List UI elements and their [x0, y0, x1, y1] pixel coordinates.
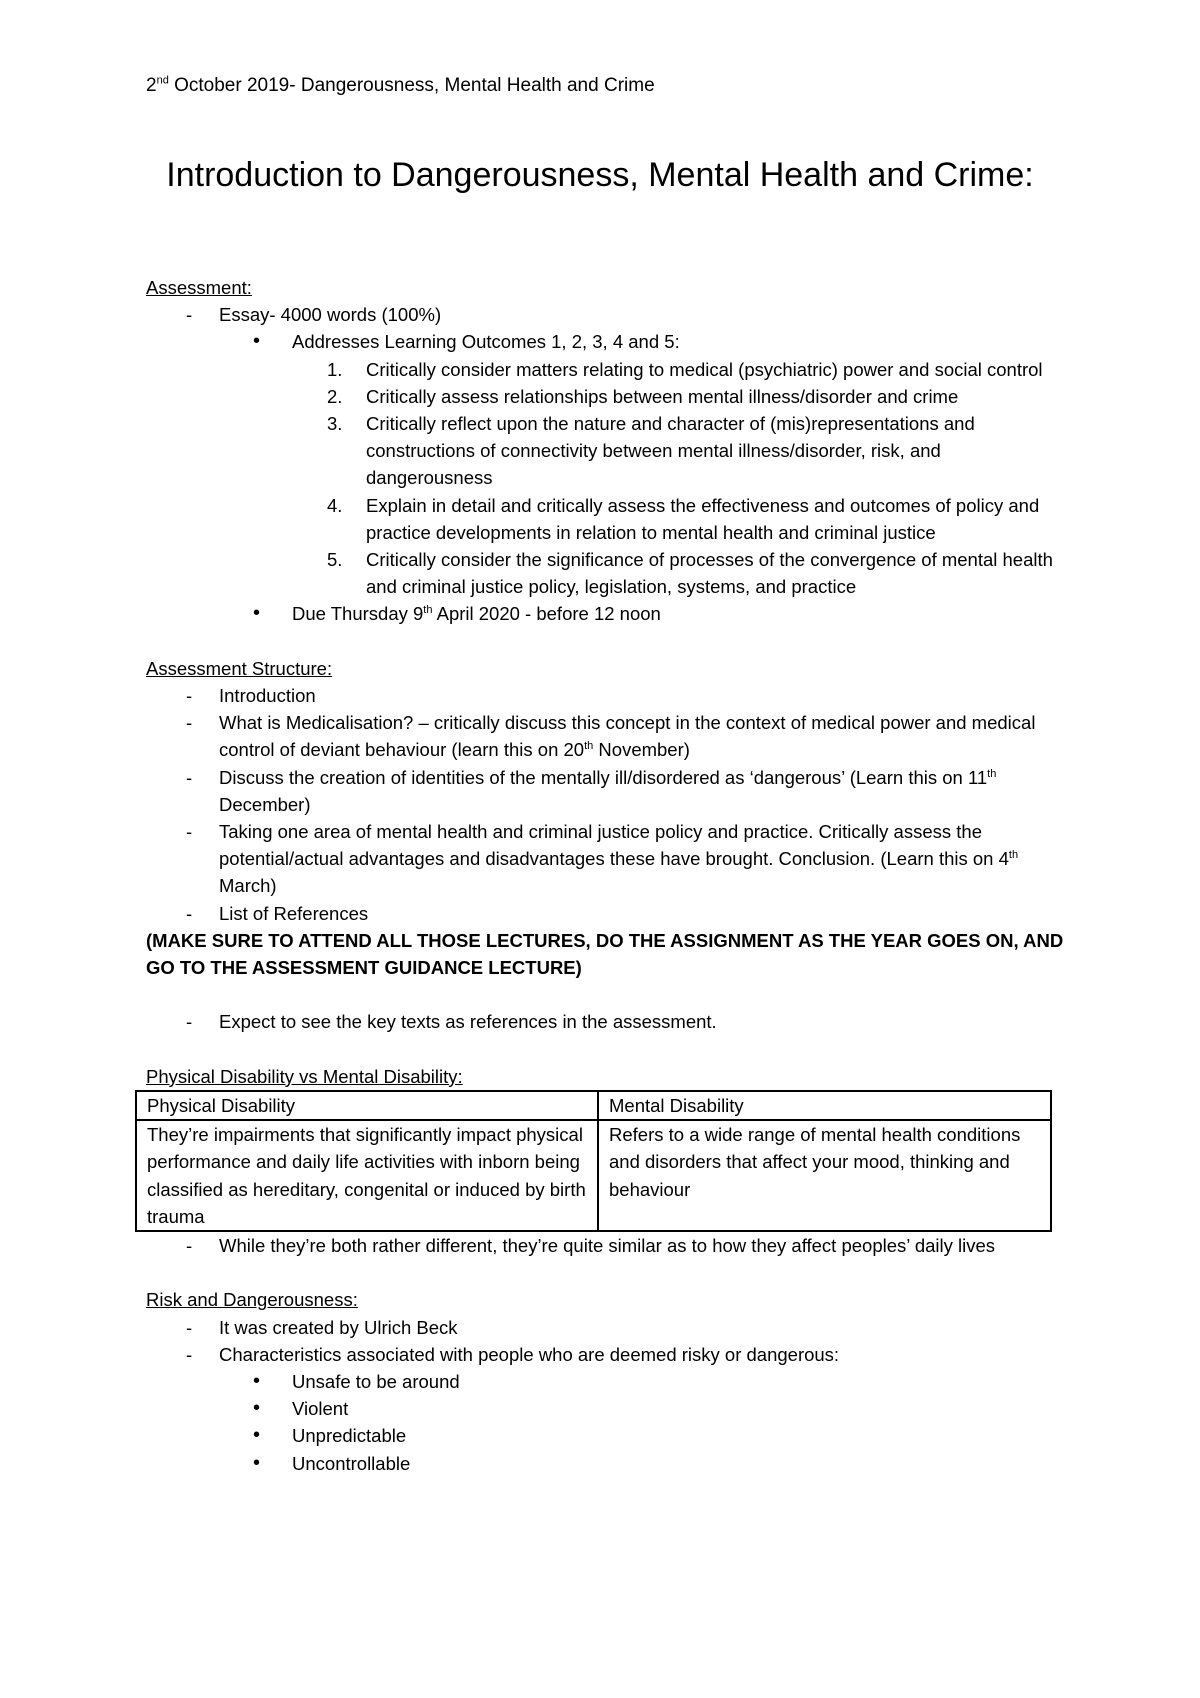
essay-item: - Essay- 4000 words (100%)	[146, 301, 1066, 328]
outcome-text: Explain in detail and critically assess the effectiveness and outcomes of policy and practice developments in relation to mental health and criminal justice	[366, 494, 1040, 543]
structure-item	[146, 709, 1066, 763]
mental-definition: Refers to a wide range of mental health conditions and disorders that affect your mood, thinking and behaviour	[598, 1120, 1051, 1231]
structure-text: What is Medicalisation? – critically discuss this concept in the context of medical power and medical control of deviant behaviour (learn this on 20	[219, 712, 1036, 761]
outcome-item	[146, 356, 1066, 383]
date-suffix: th	[987, 767, 997, 780]
structure-heading: Assessment Structure:	[146, 657, 333, 679]
header-day: 2	[146, 75, 157, 96]
date-suffix: th	[584, 740, 594, 753]
outcome-number: 2.	[327, 385, 343, 407]
outcome-item	[146, 410, 1066, 492]
table-row	[136, 1120, 1051, 1231]
header-suffix: nd	[156, 74, 169, 87]
page-header	[146, 74, 655, 98]
expectation-item: - Expect to see the key texts as references in the assessment.	[146, 1008, 1066, 1035]
outcome-text: Critically consider matters relating to medical (psychiatric) power and social control	[366, 358, 1043, 380]
structure-text: March)	[219, 875, 277, 897]
table-header-physical: Physical Disability	[136, 1091, 598, 1120]
outcome-item	[146, 492, 1066, 546]
date-suffix: th	[1008, 849, 1019, 862]
spacer	[146, 628, 1066, 655]
attendance-note: (MAKE SURE TO ATTEND ALL THOSE LECTURES, DO THE ASSIGNMENT AS THE YEAR GOES ON, AND GO TO THE ASSESSMENT GUIDANCE LECTURE)	[146, 929, 1064, 979]
structure-text: Discuss the creation of identities of the mentally ill/disordered as ‘dangerous’ (Learn this on 11	[219, 766, 988, 788]
outcome-number: 5.	[327, 549, 343, 571]
outcome-number: 1.	[327, 358, 343, 380]
outcome-text: Critically consider the significance of processes of the convergence of mental health and criminal justice policy, legislation, systems, and practice	[366, 549, 1053, 598]
assessment-heading: Assessment:	[146, 277, 252, 298]
outcome-number: 4.	[327, 494, 343, 516]
comparison-item: - While they’re both rather different, they’re quite similar as to how they affect peoples’ daily lives	[146, 1232, 1066, 1259]
disability-heading: Physical Disability vs Mental Disability:	[146, 1065, 463, 1087]
structure-item: - List of References	[146, 900, 1066, 927]
document-title: Introduction to Dangerousness, Mental Health and Crime:	[166, 156, 1034, 194]
structure-text: Taking one area of mental health and criminal justice policy and practice. Critically assess the potential/actual advantages and disadvantages these have brought. Conclusion. (Learn this on 4	[219, 821, 1009, 870]
table-header-row	[136, 1091, 1051, 1120]
document-body	[146, 274, 1066, 1477]
outcome-item	[146, 383, 1066, 410]
characteristic-item: • Violent	[146, 1395, 1066, 1422]
risk-heading: Risk and Dangerousness:	[146, 1289, 358, 1311]
outcome-text: Critically reflect upon the nature and character of (mis)representations and constructions of connectivity between mental illness/disorder, risk, and dangerousness	[366, 413, 975, 489]
characteristic-item: • Unpredictable	[146, 1422, 1066, 1449]
risk-item: - It was created by Ulrich Beck	[146, 1314, 1066, 1341]
structure-item: - Introduction	[146, 682, 1066, 709]
risk-item: - Characteristics associated with people who are deemed risky or dangerous:	[146, 1341, 1066, 1368]
structure-text: December)	[219, 793, 311, 815]
structure-item	[146, 818, 1066, 900]
physical-definition: They’re impairments that significantly impact physical performance and daily life activities with inborn being classified as hereditary, congenital or induced by birth trauma	[136, 1120, 598, 1231]
spacer	[146, 1036, 1066, 1063]
outcomes-intro: • Addresses Learning Outcomes 1, 2, 3, 4 and 5:	[146, 328, 1066, 355]
disability-table	[135, 1090, 1052, 1232]
spacer	[146, 1259, 1066, 1286]
due-date-text-a: Due Thursday 9	[292, 603, 424, 625]
table-header-mental: Mental Disability	[598, 1091, 1051, 1120]
spacer	[146, 981, 1066, 1008]
due-date-item	[146, 600, 1066, 627]
structure-text: November)	[593, 739, 690, 761]
outcome-item	[146, 546, 1066, 600]
header-text: October 2019- Dangerousness, Mental Health and Crime	[168, 75, 655, 96]
structure-item	[146, 764, 1066, 818]
due-date-text-b: April 2020 - before 12 noon	[432, 603, 661, 625]
outcome-number: 3.	[327, 413, 343, 435]
characteristic-item: • Uncontrollable	[146, 1450, 1066, 1477]
characteristic-item: • Unsafe to be around	[146, 1368, 1066, 1395]
outcome-text: Critically assess relationships between mental illness/disorder and crime	[366, 385, 959, 407]
due-date-suffix: th	[423, 604, 433, 617]
